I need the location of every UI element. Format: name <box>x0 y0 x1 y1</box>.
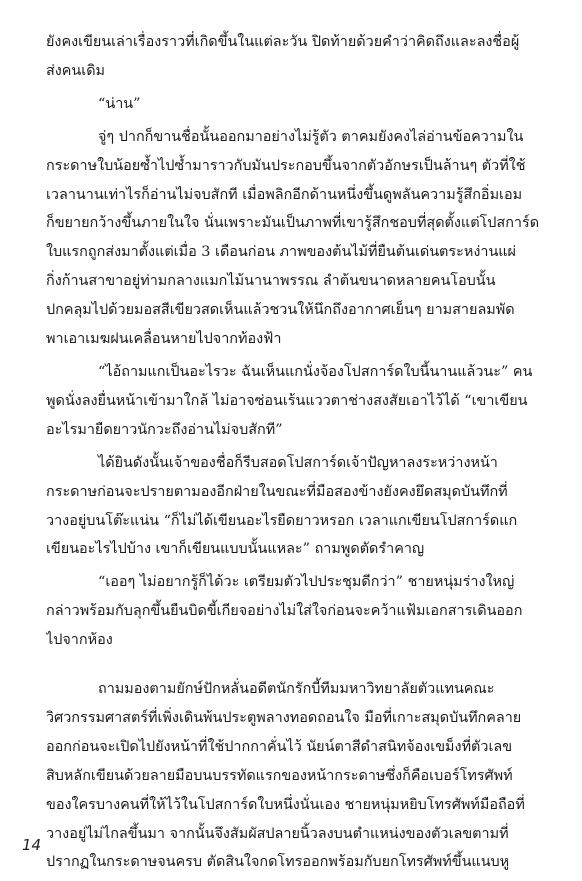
paragraph <box>46 28 551 86</box>
page-number: 14 <box>22 836 42 854</box>
text-line: ถามมองตามยักษ์ปักหลั่นอดีตนักรักบี้ทีมมหาวิทยาลัยตัวแทนคณะ <box>98 681 495 698</box>
text-line: วางอยู่ไม่ไกลขึ้นมา จากนั้นจึงสัมผัสปลายนิ้วลงบนตำแหน่งของตัวเลขตามที่ <box>46 825 509 842</box>
text-line: ของใครบางคนที่ให้ไว้ในโปสการ์ดใบหนึ่งนั่นเอง ชายหนุ่มหยิบโทรศัพท์มือถือที่ <box>46 796 525 813</box>
text-line: จู่ๆ ปากก็ขานชื่อนั้นออกมาอย่างไม่รู้ตัว ตาคมยังคงไล่อ่านข้อความใน <box>98 128 524 145</box>
text-line: เขียนอะไรไปบ้าง เขาก็เขียนแบบนั้นแหละ” ถามพูดตัดรำคาญ <box>46 541 425 558</box>
paragraph-gap <box>46 659 551 675</box>
text-line: วางอยู่บนโต๊ะแน่น “ก็ไม่ได้เขียนอะไรยืดยาวหรอก เวลาแกเขียนโปสการ์ดแก <box>46 512 518 529</box>
text-line: กิ่งก้านสาขาอยู่ท่ามกลางแมกไม้นานาพรรณ ลำต้นขนาดหลายคนโอบนั้น <box>46 273 496 290</box>
text-line: กระดาษใบน้อยซ้ำไปซ้ำมาราวกับมันประกอบขึ้นจากตัวอักษรเป็นล้านๆ ตัวที่ใช้ <box>46 157 526 174</box>
text-line: “น่าน” <box>98 95 141 112</box>
text-line: ปกคลุมไปด้วยมอสสีเขียวสดเห็นแล้วชวนให้นึกถึงอากาศเย็นๆ ยามสายลมพัด <box>46 302 515 319</box>
text-line: วิศวกรรมศาสตร์ที่เพิ่งเดินพ้นประตูพลางทอดถอนใจ มือที่เกาะสมุดบันทึกคลาย <box>46 709 522 726</box>
paragraph <box>46 568 551 655</box>
text-line: อะไรมายืดยาวนักวะถึงอ่านไม่จบสักที” <box>46 421 283 438</box>
paragraph <box>46 123 551 354</box>
text-line: ก็ขยายกว้างขึ้นภายในใจ นั่นเพราะมันเป็นภาพที่เขารู้สึกชอบที่สุดตั้งแต่โปสการ์ด <box>46 215 540 232</box>
text-line: เวลานานเท่าไรก็อ่านไม่จบสักที เมื่อพลิกอีกด้านหนึ่งขึ้นดูพลันความรู้สึกอิ่มเอม <box>46 186 523 203</box>
paragraph <box>46 449 551 565</box>
paragraph <box>46 675 551 877</box>
text-line: “เออๆ ไม่อยากรู้ก็ได้วะ เตรียมตัวไปประชุมดีกว่า” ชายหนุ่มร่างใหญ่ <box>98 574 515 591</box>
text-line: ใบแรกถูกส่งมาตั้งแต่เมื่อ 3 เดือนก่อน ภาพของต้นไม้ที่ยืนต้นเด่นตระหง่านแผ่ <box>46 244 516 261</box>
text-line: ยังคงเขียนเล่าเรื่องราวที่เกิดขึ้นในแต่ละวัน ปิดท้ายด้วยคำว่าคิดถึงและลงชื่อผู้ <box>46 34 520 50</box>
text-line: “ไอ้ถามแกเป็นอะไรวะ ฉันเห็นแกนั่งจ้องโปสการ์ดใบนี้นานแล้วนะ” คน <box>98 363 533 380</box>
text-line: ได้ยินดังนั้นเจ้าของชื่อก็รีบสอดโปสการ์ดเจ้าปัญหาลงระหว่างหน้า <box>98 454 498 471</box>
document-body <box>46 28 551 881</box>
text-line: ปรากฏในกระดาษจนครบ ตัดสินใจกดโทรออกพร้อมกับยกโทรศัพท์ขึ้นแนบหู <box>46 854 510 871</box>
paragraph <box>46 358 551 445</box>
text-line: พูดนั่งลงยื่นหน้าเข้ามาใกล้ ไม่อาจซ่อนเร้นแววตาช่างสงสัยเอาไว้ได้ “เขาเขียน <box>46 392 528 409</box>
text-line: กล่าวพร้อมกับลุกขึ้นยืนบิดขี้เกียจอย่างไม่ใส่ใจก่อนจะคว้าแฟ้มเอกสารเดินออก <box>46 603 523 620</box>
text-line: ส่งคนเดิม <box>46 62 106 79</box>
text-line: ออกก่อนจะเปิดไปยังหน้าที่ใช้ปากกาคั่นไว้ นัยน์ตาสีดำสนิทจ้องเขม็งที่ตัวเลข <box>46 738 513 755</box>
text-line: ไปจากห้อง <box>46 632 113 649</box>
text-line: สิบหลักเขียนด้วยลายมือบนบรรทัดแรกของหน้ากระดาษซึ่งก็คือเบอร์โทรศัพท์ <box>46 767 513 784</box>
text-line: กระดาษก่อนจะปรายตามองอีกฝ่ายในขณะที่มือสองข้างยังคงยึดสมุดบันทึกที่ <box>46 483 508 500</box>
text-line: พาเอาเมฆฝนเคลื่อนหายไปจากท้องฟ้า <box>46 331 282 348</box>
paragraph <box>46 90 551 119</box>
